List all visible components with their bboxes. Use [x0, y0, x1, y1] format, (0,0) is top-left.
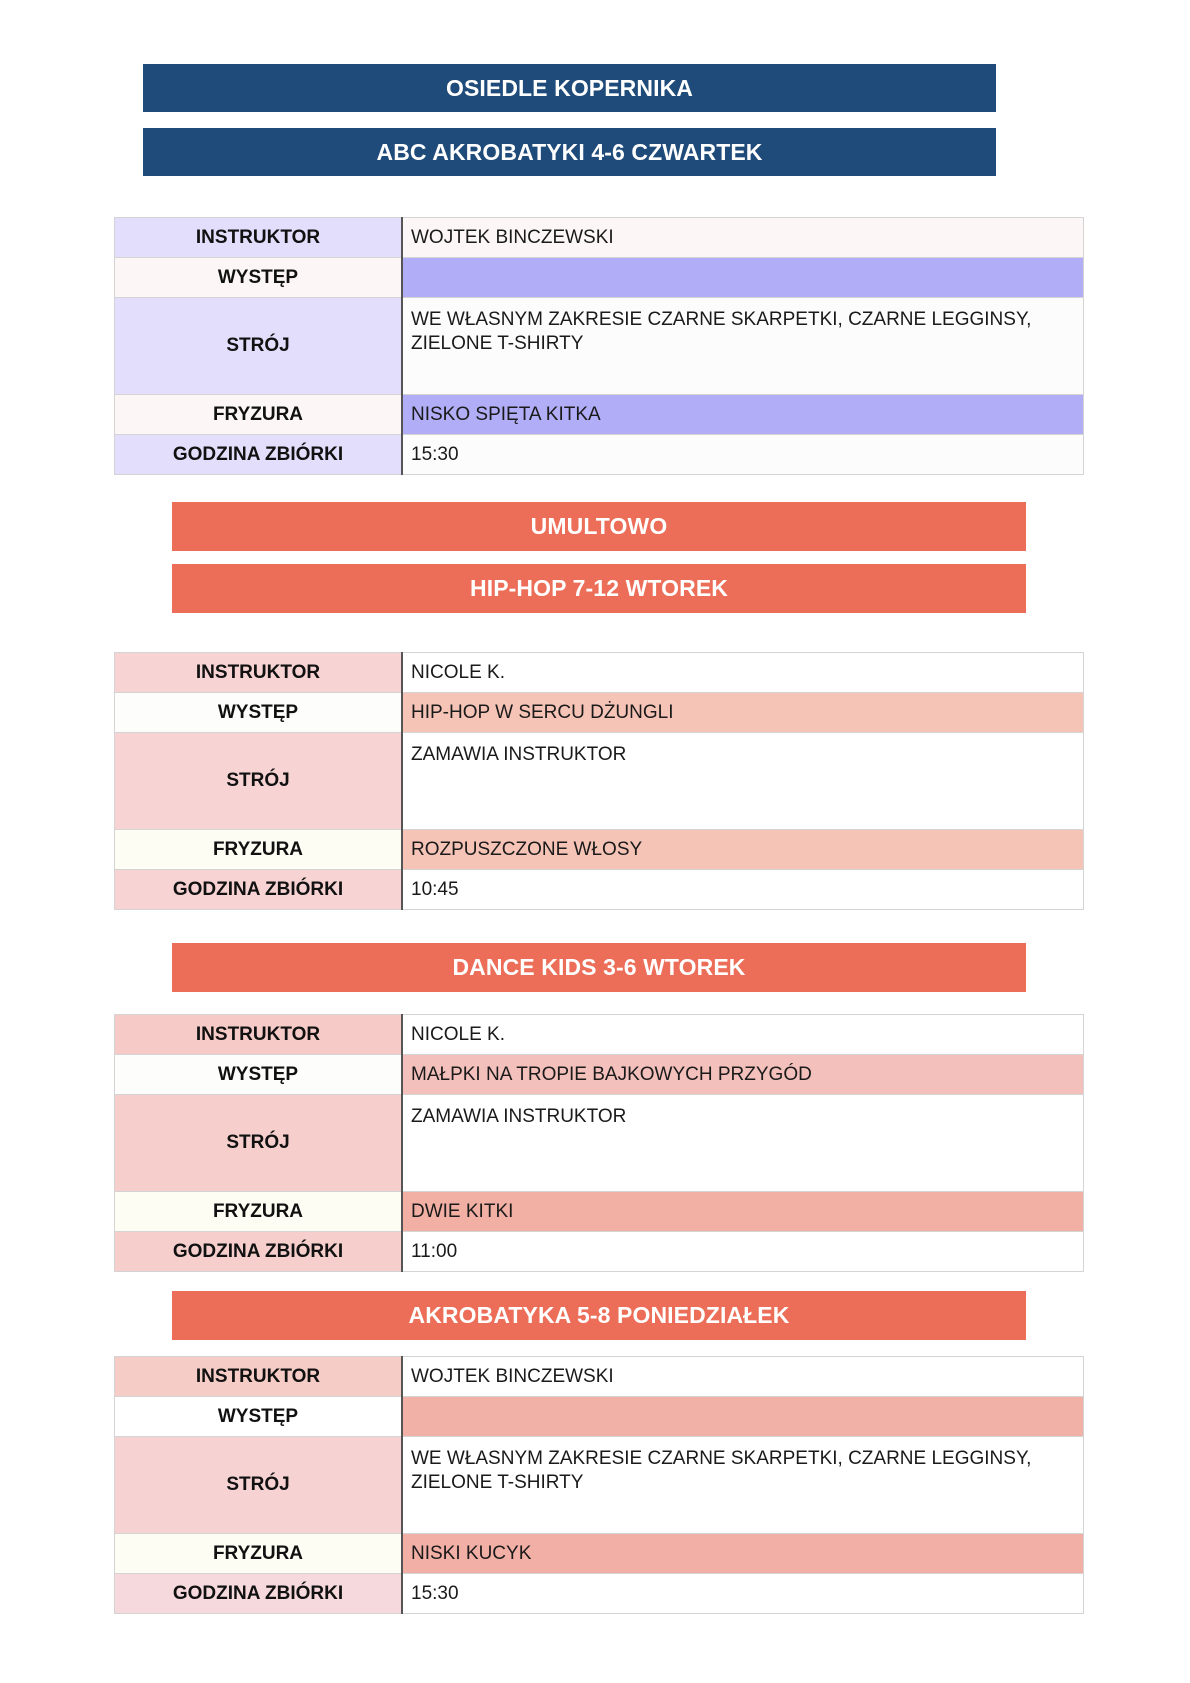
table-row: [115, 1095, 1084, 1192]
section-4-group-banner: AKROBATYKA 5-8 PONIEDZIAŁEK: [172, 1291, 1026, 1340]
table-row: [115, 298, 1084, 395]
label-stroj: STRÓJ: [115, 298, 403, 395]
table-row: [115, 1232, 1084, 1272]
section-3-group-banner: DANCE KIDS 3-6 WTOREK: [172, 943, 1026, 992]
table-row: [115, 733, 1084, 830]
table-row: [115, 830, 1084, 870]
table-row: [115, 395, 1084, 435]
value-fryzura: NISKO SPIĘTA KITKA: [402, 395, 1084, 435]
table-row: [115, 1357, 1084, 1397]
value-fryzura: DWIE KITKI: [402, 1192, 1084, 1232]
table-row: [115, 435, 1084, 475]
label-wystep: WYSTĘP: [115, 1055, 403, 1095]
value-godzina: 15:30: [402, 435, 1084, 475]
label-fryzura: FRYZURA: [115, 830, 403, 870]
table-row: [115, 1192, 1084, 1232]
section-2-group-banner: HIP-HOP 7-12 WTOREK: [172, 564, 1026, 613]
value-fryzura: ROZPUSZCZONE WŁOSY: [402, 830, 1084, 870]
label-godzina: GODZINA ZBIÓRKI: [115, 1574, 403, 1614]
label-instruktor: INSTRUKTOR: [115, 653, 403, 693]
section-1-info-table: [114, 217, 1084, 475]
value-instruktor: WOJTEK BINCZEWSKI: [402, 1357, 1084, 1397]
table-row: [115, 1574, 1084, 1614]
table-row: [115, 1055, 1084, 1095]
section-2-info-table: [114, 652, 1084, 910]
label-wystep: WYSTĘP: [115, 693, 403, 733]
label-stroj: STRÓJ: [115, 1095, 403, 1192]
section-1-location-banner: OSIEDLE KOPERNIKA: [143, 64, 996, 112]
label-fryzura: FRYZURA: [115, 1534, 403, 1574]
value-stroj: ZAMAWIA INSTRUKTOR: [402, 1095, 1084, 1192]
value-godzina: 15:30: [402, 1574, 1084, 1614]
label-godzina: GODZINA ZBIÓRKI: [115, 435, 403, 475]
table-row: [115, 1437, 1084, 1534]
table-row: [115, 870, 1084, 910]
label-wystep: WYSTĘP: [115, 1397, 403, 1437]
label-instruktor: INSTRUKTOR: [115, 1357, 403, 1397]
section-1-group-banner: ABC AKROBATYKI 4-6 CZWARTEK: [143, 128, 996, 176]
value-wystep: [402, 1397, 1084, 1437]
value-stroj: WE WŁASNYM ZAKRESIE CZARNE SKARPETKI, CZARNE LEGGINSY, ZIELONE T-SHIRTY: [402, 298, 1084, 395]
label-fryzura: FRYZURA: [115, 395, 403, 435]
value-fryzura: NISKI KUCYK: [402, 1534, 1084, 1574]
value-instruktor: WOJTEK BINCZEWSKI: [402, 218, 1084, 258]
table-row: [115, 218, 1084, 258]
label-stroj: STRÓJ: [115, 733, 403, 830]
label-godzina: GODZINA ZBIÓRKI: [115, 1232, 403, 1272]
label-wystep: WYSTĘP: [115, 258, 403, 298]
value-instruktor: NICOLE K.: [402, 653, 1084, 693]
value-stroj: WE WŁASNYM ZAKRESIE CZARNE SKARPETKI, CZARNE LEGGINSY, ZIELONE T-SHIRTY: [402, 1437, 1084, 1534]
value-wystep: MAŁPKI NA TROPIE BAJKOWYCH PRZYGÓD: [402, 1055, 1084, 1095]
label-instruktor: INSTRUKTOR: [115, 218, 403, 258]
table-row: [115, 693, 1084, 733]
value-stroj: ZAMAWIA INSTRUKTOR: [402, 733, 1084, 830]
value-wystep: [402, 258, 1084, 298]
label-instruktor: INSTRUKTOR: [115, 1015, 403, 1055]
table-row: [115, 1015, 1084, 1055]
value-instruktor: NICOLE K.: [402, 1015, 1084, 1055]
section-2-location-banner: UMULTOWO: [172, 502, 1026, 551]
label-godzina: GODZINA ZBIÓRKI: [115, 870, 403, 910]
value-godzina: 11:00: [402, 1232, 1084, 1272]
label-stroj: STRÓJ: [115, 1437, 403, 1534]
label-fryzura: FRYZURA: [115, 1192, 403, 1232]
section-4-info-table: [114, 1356, 1084, 1614]
table-row: [115, 258, 1084, 298]
value-wystep: HIP-HOP W SERCU DŻUNGLI: [402, 693, 1084, 733]
section-3-info-table: [114, 1014, 1084, 1272]
value-godzina: 10:45: [402, 870, 1084, 910]
table-row: [115, 1534, 1084, 1574]
table-row: [115, 653, 1084, 693]
table-row: [115, 1397, 1084, 1437]
